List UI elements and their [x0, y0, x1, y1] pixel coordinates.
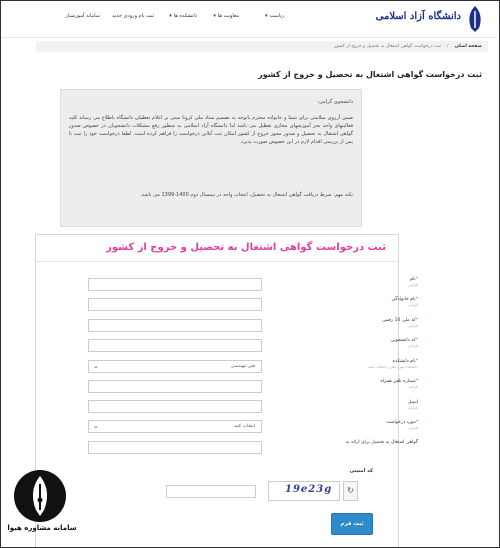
captcha-label: کد امنیتی [349, 468, 373, 474]
university-logo[interactable] [375, 4, 487, 34]
notice-panel [60, 89, 362, 227]
breadcrumb-home-link[interactable]: صفحه اصلی [454, 44, 482, 49]
notice-paragraph: ضمن آرزوی سلامتی برای شما و خانواده محترم باتوجه به تصمیم ستاد ملی کرونا مبنی بر اعلام تعطیلی دانشگاه باطلاع می رساند کلیه فعالیتهای واحد بجز آموزشهای مجازی تعطیل می باشد لذا دانشگاه آزاد اسلامی به منظور رفع مشکلات دانشجویان در خصوص صدور گواهی اشتغال به تحصیل و صدور مجوز خروج از کشور امکان ثبت آنلاین درخواست را فراهم کرده است. لطفا درخواست خود را ثبت تا پس از بررسی اقدام لازم در این خصوص صورت پذیرد. [69, 115, 353, 145]
national-id-input[interactable] [88, 319, 262, 332]
last-name-input[interactable] [88, 298, 262, 311]
faculty-selected-value: فنی مهندسی [230, 364, 255, 369]
request-type-label: *مورد درخواست الزامی [386, 420, 418, 430]
certificate-recipient-label: گواهی اشتغال به تحصیل برای ارائه به [345, 440, 418, 445]
university-logo-text: دانشگاه آزاد اسلامی [375, 11, 461, 22]
first-name-label: *نام الزامی [408, 277, 418, 287]
request-type-selected-value: انتخاب کنید [233, 424, 255, 429]
university-emblem-icon [463, 4, 487, 34]
form-card-header [36, 235, 398, 262]
notice-important-note: نکته مهم: شرط دریافت گواهی اشتغال به تحصیل، انتخاب واحد در نیمسال دوم 1400-1399 می باشد. [140, 192, 353, 198]
first-name-input[interactable] [88, 278, 262, 291]
menu-item-presidency[interactable] [265, 13, 284, 19]
request-type-select[interactable] [88, 420, 262, 433]
pen-nib-logo-icon [14, 470, 66, 522]
menu-label: دانشکده ها [173, 13, 197, 19]
captcha-input[interactable] [166, 485, 256, 498]
email-label: ایمیل الزامی [407, 400, 418, 410]
breadcrumb-separator: / [447, 44, 449, 49]
chevron-down-icon: ▾ [169, 13, 172, 19]
chevron-down-icon: ⌄ [93, 422, 99, 430]
certificate-recipient-input[interactable] [88, 441, 262, 454]
menu-label: ریاست [269, 13, 284, 19]
hiva-watermark [4, 470, 78, 546]
chevron-down-icon: ⌄ [93, 362, 99, 370]
notice-greeting: دانشجوی گرامی: [317, 99, 353, 105]
student-id-label: *کد دانشجویی الزامی [390, 338, 418, 348]
page-title: ثبت درخواست گواهی اشتغال به تحصیل و خروج از کشور [258, 70, 482, 79]
menu-item-amoozeshyar[interactable] [66, 13, 100, 19]
faculty-label: *نام دانشکده دانشکده مورد نظر را انتخاب کنید [368, 359, 418, 369]
watermark-text: سامانه مشاوره هیوا [7, 524, 77, 532]
top-navbar [1, 1, 497, 38]
national-id-label: *کد ملی 10 رقمی الزامی [382, 318, 418, 328]
menu-item-deputies[interactable] [213, 13, 239, 19]
last-name-label: *نام خانوادگی الزامی [391, 297, 418, 307]
form-title: ثبت درخواست گواهی اشتغال به تحصیل و خروج از کشور [106, 242, 386, 253]
captcha-code: 19e23g [285, 484, 333, 495]
chevron-down-icon: ▾ [213, 13, 216, 19]
email-input[interactable] [88, 400, 262, 413]
menu-label: معاونت ها [217, 13, 239, 19]
menu-label: سامانه آموزشیار [65, 13, 100, 19]
mobile-input[interactable] [88, 380, 262, 393]
captcha-image [268, 481, 340, 501]
breadcrumb [36, 41, 488, 52]
menu-item-faculties[interactable] [169, 13, 197, 19]
submit-button[interactable]: ثبت فرم [331, 513, 373, 535]
mobile-label: *شماره تلفن همراه الزامی [380, 379, 418, 389]
student-id-input[interactable] [88, 339, 262, 352]
breadcrumb-current: ثبت درخواست گواهی اشتغال به تحصیل و خروج از کشور [334, 44, 442, 49]
chevron-down-icon: ▾ [265, 13, 268, 19]
menu-item-new-registration[interactable] [112, 13, 154, 19]
refresh-icon[interactable]: ↻ [343, 481, 358, 501]
faculty-select[interactable] [88, 360, 262, 373]
menu-label: ثبت نام ورودی جدید [112, 13, 154, 19]
